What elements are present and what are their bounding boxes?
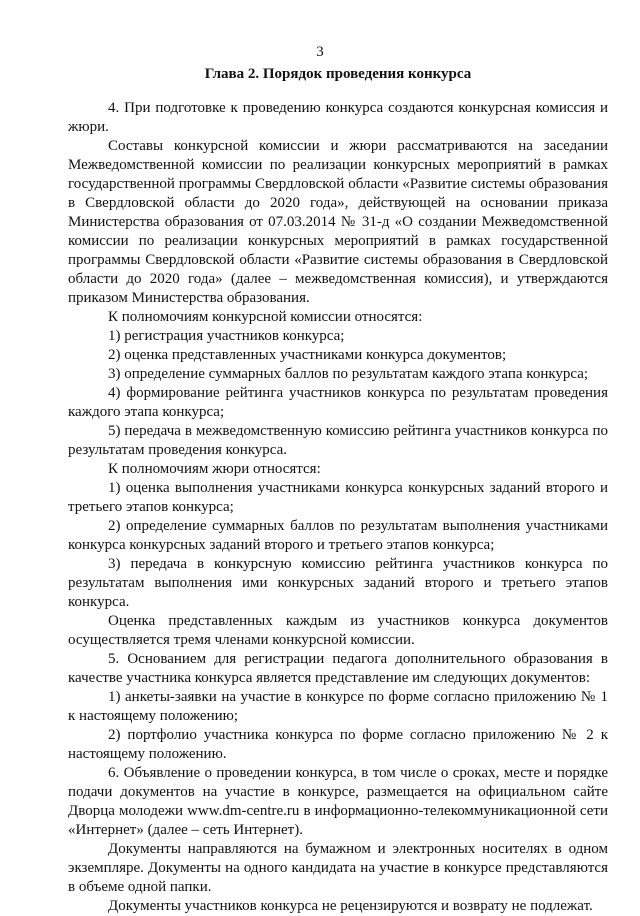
paragraph: К полномочиям конкурсной комиссии относятся: — [108, 309, 423, 325]
list-item: 2) оценка представленных участниками конкурса документов; — [108, 347, 507, 363]
paragraph: Составы конкурсной комиссии и жюри рассматриваются на заседании Межведомственной комиссии по реализации конкурсных мероприятий в рамках государственной программы Свердловской области «Развитие системы образования в Свердловской области до 2020 года», действующей на основании приказа Министерства образования от 07.03.2014 № 31-д «О создании Межведомственной комиссии по реализации конкурсных мероприятий в рамках государственной программы Свердловской области «Развитие системы образования в Свердловской области до 2020 года» (далее – межведомственная комиссия), и утверждаются приказом Министерства образования. — [68, 138, 608, 306]
paragraph: 5. Основанием для регистрации педагога дополнительного образования в качестве участника конкурса является представление им следующих документов: — [68, 651, 608, 686]
list-item: 3) передача в конкурсную комиссию рейтинга участников конкурса по результатам выполнения ими конкурсных заданий второго и третьего этапов конкурса. — [68, 556, 608, 610]
list-item: 1) регистрация участников конкурса; — [108, 328, 345, 344]
paragraph: 6. Объявление о проведении конкурса, в том числе о сроках, месте и порядке подачи документов на участие в конкурсе, размещается на официальном сайте Дворца молодежи www.dm-centre.ru в информационно-телекоммуникационной сети «Интернет» (далее – сеть Интернет). — [68, 765, 608, 838]
document-body — [68, 99, 608, 916]
paragraph: Документы участников конкурса не рецензируются и возврату не подлежат. — [108, 898, 593, 914]
paragraph: 4. При подготовке к проведению конкурса создаются конкурсная комиссия и жюри. — [68, 100, 608, 135]
list-item: 3) определение суммарных баллов по результатам каждого этапа конкурса; — [108, 366, 589, 382]
list-item: 2) портфолио участника конкурса по форме согласно приложению № 2 к настоящему положению. — [68, 727, 608, 762]
list-item: 5) передача в межведомственную комиссию рейтинга участников конкурса по результатам проведения конкурса. — [68, 423, 608, 458]
paragraph: Оценка представленных каждым из участников конкурса документов осуществляется тремя членами конкурсной комиссии. — [68, 613, 608, 648]
list-item: 2) определение суммарных баллов по результатам выполнения участниками конкурса конкурсных заданий второго и третьего этапов конкурса; — [68, 518, 608, 553]
paragraph: Документы направляются на бумажном и электронных носителях в одном экземпляре. Документы на одного кандидата на участие в конкурсе представляются в объеме одной папки. — [68, 841, 608, 895]
list-item: 4) формирование рейтинга участников конкурса по результатам проведения каждого этапа конкурса; — [68, 385, 608, 420]
chapter-heading: Глава 2. Порядок проведения конкурса — [204, 66, 472, 82]
list-item: 1) оценка выполнения участниками конкурса конкурсных заданий второго и третьего этапов конкурса; — [68, 480, 608, 515]
list-item: 1) анкеты-заявки на участие в конкурсе по форме согласно приложению № 1 к настоящему положению; — [68, 689, 608, 724]
paragraph: К полномочиям жюри относятся: — [108, 461, 321, 477]
page-number: 3 — [316, 44, 324, 60]
